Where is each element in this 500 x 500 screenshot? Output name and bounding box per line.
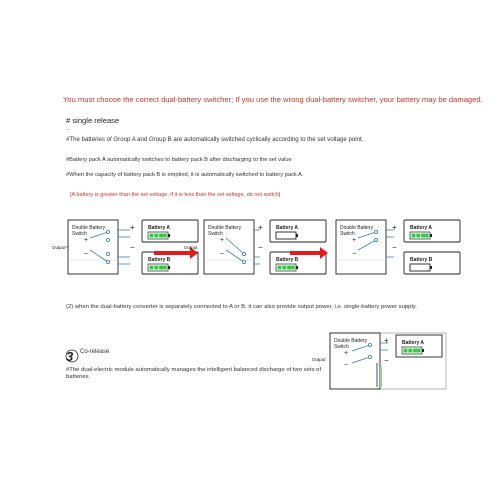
battery-a xyxy=(404,220,460,242)
dash-mark: – xyxy=(66,127,70,133)
switch-label-2: Switch xyxy=(334,344,349,350)
plus-sign: + xyxy=(384,336,389,345)
switch-label-2: Switch xyxy=(340,231,355,237)
plus-sign: + xyxy=(344,350,349,357)
panel-2 xyxy=(204,220,326,274)
plus-sign: + xyxy=(258,223,263,232)
warning-text: You must choose the correct dual-battery switcher; If you use the wrong dual-battery switcher, your battery may be damaged. xyxy=(63,95,483,104)
co-release-panel xyxy=(312,333,446,389)
plus-sign: + xyxy=(220,237,225,244)
switch-label-2: Switch xyxy=(208,231,223,237)
single-supply-text: (2) when the dual-battery converter is separately connected to A or B, it can also provide output power, i.e. single-battery power supply. xyxy=(66,304,417,310)
battery-a xyxy=(270,220,326,242)
battery-a-label: Battery A xyxy=(276,225,299,231)
minus-sign: − xyxy=(84,251,89,258)
battery-a xyxy=(142,220,198,242)
panel-3 xyxy=(336,220,460,274)
battery-b xyxy=(142,252,198,274)
minus-sign: − xyxy=(392,243,397,252)
switch-label: Double Battery xyxy=(72,225,106,231)
battery-b xyxy=(404,252,460,274)
switch-label-2: Switch xyxy=(72,231,87,237)
output-label: Output xyxy=(52,245,66,250)
minus-sign: − xyxy=(352,251,357,258)
plus-sign: + xyxy=(84,237,89,244)
minus-sign: − xyxy=(220,251,225,258)
minus-sign: − xyxy=(130,243,135,252)
cyclic-switch-text: #The batteries of Group A and Group B are automatically switched cyclically according to the set voltage point. xyxy=(66,136,364,143)
switch-label: Double Battery xyxy=(208,225,242,231)
minus-sign: − xyxy=(258,243,263,252)
battery-a-label: Battery A xyxy=(402,340,425,346)
plus-sign: + xyxy=(392,223,397,232)
step-number: 3 xyxy=(66,349,74,364)
battery-a-label: Battery A xyxy=(148,225,171,231)
panel-1 xyxy=(52,220,198,274)
battery-b-label: Battery B xyxy=(410,257,433,263)
switch-label: Double Battery xyxy=(340,225,374,231)
output-label: Output xyxy=(312,357,326,362)
battery-b xyxy=(270,252,326,274)
minus-sign: − xyxy=(384,356,389,365)
co-release-text: #The dual-electric module automatically manages the intelligent balanced discharge of two sets of batteries. xyxy=(66,367,322,381)
pack-a-to-b-text: #Battery pack A automatically switches to battery pack B after discharging to the set value xyxy=(66,157,292,163)
single-release-heading: # single release xyxy=(66,116,120,125)
battery-b-label: Battery B xyxy=(148,257,171,263)
switch-label: Double Battery xyxy=(334,338,368,344)
voltage-note: [A battery is greater than the set voltage, if it is less than the set voltage, do not switch] xyxy=(70,192,281,198)
battery-a-label: Battery A xyxy=(410,225,433,231)
plus-sign: + xyxy=(130,223,135,232)
pack-b-to-a-text: #When the capacity of battery pack B is emptied, it is automatically switched to battery pack A. xyxy=(66,172,304,178)
output-label: Output xyxy=(184,245,198,250)
circle-number-ring xyxy=(65,349,79,363)
battery-b-label: Battery B xyxy=(276,257,299,263)
plus-sign: + xyxy=(352,237,357,244)
battery-a xyxy=(396,335,442,357)
minus-sign: − xyxy=(344,362,349,369)
co-release-title: Co-release xyxy=(80,349,110,355)
